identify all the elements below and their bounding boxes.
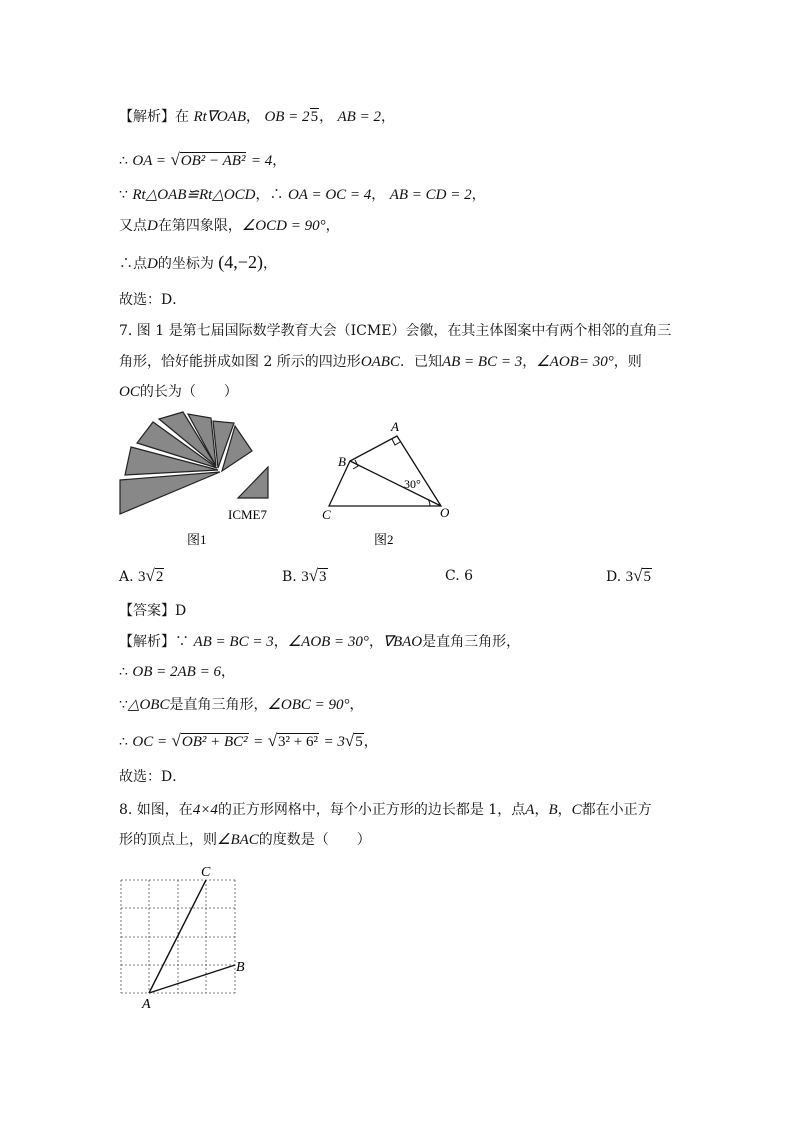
math: △OBC: [127, 697, 170, 713]
math: 4×4: [192, 802, 218, 818]
text: ，: [272, 153, 287, 169]
label-C: C: [322, 507, 331, 522]
text: ，则: [613, 354, 642, 370]
q6-analysis-line3: [119, 185, 486, 205]
q6-analysis-line1: [119, 107, 395, 127]
text: ，∴: [255, 187, 284, 203]
math: D: [147, 218, 158, 234]
label-A: A: [391, 419, 399, 434]
q8-stem-line2: [119, 830, 371, 850]
q7-analysis-line3: [119, 695, 364, 715]
math: AB = 2: [337, 109, 381, 125]
option-coef: 3: [625, 569, 634, 585]
text: ，: [262, 256, 277, 272]
q7-figure1: [115, 410, 275, 550]
sqrt-symbol: √: [633, 566, 643, 585]
math: OABC: [360, 354, 400, 370]
math: Rt∇OAB: [193, 109, 246, 125]
math: OC: [119, 384, 140, 400]
coordinate: (4,−2): [218, 252, 263, 272]
option-letter: C. 6: [445, 568, 474, 584]
sqrt-radicand: OB² − AB²: [180, 153, 246, 169]
text: 形的顶点上，则: [119, 832, 217, 848]
math: B: [548, 802, 558, 818]
math: D: [147, 256, 158, 272]
text: 角形，恰好能拼成如图 2 所示的四边形: [119, 354, 361, 370]
sqrt-radicand: 2: [155, 569, 164, 585]
label-B: B: [338, 454, 346, 469]
text: 的正方形网格中，每个小正方形的边长都是 1，点: [217, 802, 526, 818]
math: Rt△OAB≌Rt△OCD: [132, 187, 256, 203]
q7-option-b[interactable]: [282, 566, 328, 587]
label-C: C: [201, 865, 211, 880]
q8-grid-figure: [112, 862, 262, 1012]
math: OC =: [132, 734, 168, 750]
q7-stem-line1: 7. 图 1 是第七届国际数学教育大会（ICME）会徽，在其主体图案中有两个相邻的直角三: [119, 323, 672, 339]
q7-choice-line: 故选：D．: [119, 769, 187, 785]
text: ，: [557, 802, 572, 818]
option-letter: D.: [606, 569, 622, 585]
math: OA =: [132, 153, 166, 169]
math: A: [525, 802, 535, 818]
q6-analysis-line2: [119, 150, 286, 171]
math: =: [253, 734, 264, 750]
q7-analysis-line1: [119, 632, 520, 652]
q7-answer: 【答案】D: [119, 603, 187, 619]
text: 8. 如图，在: [119, 802, 193, 818]
sqrt-symbol: √: [171, 731, 181, 750]
text: ，: [273, 634, 288, 650]
icme-emblem-triangles: [120, 412, 268, 514]
label-B: B: [236, 960, 245, 975]
q6-analysis-line5: [119, 252, 277, 274]
text: ，: [534, 802, 549, 818]
text: 是直角三角形，: [169, 697, 268, 713]
text: 在第四象限，: [157, 218, 242, 234]
q8-stem-line1: [119, 800, 652, 820]
therefore: ∴: [119, 664, 128, 680]
fig1-caption: 图1: [187, 532, 207, 547]
q7-option-c[interactable]: [445, 566, 473, 586]
text: 的长为（ ）: [139, 384, 238, 400]
math: OB = 2: [264, 109, 310, 125]
q7-figure2: [320, 418, 460, 553]
math: C: [571, 802, 582, 818]
option-letter: B.: [282, 569, 297, 585]
text: 都在小正方: [581, 802, 652, 818]
fig2-caption: 图2: [374, 532, 394, 547]
sqrt-radicand: 3² + 6²: [278, 734, 319, 750]
text: ．已知: [399, 354, 442, 370]
sqrt-symbol: √: [170, 150, 180, 169]
math: ∠AOB= 30°: [536, 354, 614, 370]
therefore: ∴: [119, 734, 128, 750]
text: ，: [368, 634, 383, 650]
text: ，: [363, 734, 378, 750]
text: 在: [175, 109, 189, 125]
math: ∠OBC = 90°: [267, 697, 350, 713]
text: ，: [220, 664, 235, 680]
therefore: ∴: [119, 153, 128, 169]
angle-label: 30°: [404, 477, 421, 491]
math: AB = BC = 3: [193, 634, 274, 650]
math: AB = CD = 2: [389, 187, 472, 203]
q7-analysis-line4: [119, 731, 378, 752]
q7-option-a[interactable]: [119, 566, 164, 587]
sqrt-symbol: √: [308, 566, 319, 585]
text: ，: [245, 109, 260, 125]
text: ，: [349, 697, 364, 713]
sqrt-symbol: √: [344, 731, 355, 750]
q7-stem-line2: [119, 352, 642, 372]
math: ∠AOB = 30°: [287, 634, 369, 650]
text: ，: [325, 218, 340, 234]
sqrt-radicand: 3: [319, 569, 327, 585]
text: 的坐标为: [157, 256, 214, 272]
analysis-tag: 【解析】∵: [119, 634, 189, 650]
sqrt-radicand: 5: [310, 109, 319, 125]
because: ∵: [119, 697, 128, 713]
angle-lines: [149, 880, 235, 993]
quadrilateral-lines: [329, 436, 441, 506]
math: OA = OC = 4: [287, 187, 372, 203]
text: 是直角三角形，: [422, 634, 521, 650]
math: ∇BAO: [382, 634, 423, 650]
q7-analysis-line2: [119, 662, 235, 682]
q6-choice-line: 故选：D．: [119, 292, 187, 308]
math: = 4: [250, 153, 273, 169]
q7-stem-line3: [119, 382, 238, 402]
analysis-tag: 【解析】: [119, 109, 175, 125]
option-letter: A.: [119, 569, 134, 585]
text: ，: [371, 187, 386, 203]
because: ∵: [119, 187, 128, 203]
fig1-icme-text: ICME7: [228, 507, 267, 522]
q6-analysis-line4: [119, 216, 340, 236]
label-A: A: [142, 997, 151, 1012]
sqrt-symbol: √: [267, 731, 278, 750]
text: ，: [522, 354, 537, 370]
math: ∠OCD = 90°: [241, 218, 326, 234]
text: ，: [471, 187, 486, 203]
option-coef: 3: [301, 569, 309, 585]
sqrt-symbol: √: [145, 566, 155, 585]
option-coef: 3: [138, 569, 146, 585]
sqrt-radicand: OB² + BC²: [181, 734, 248, 750]
q7-option-d[interactable]: [606, 566, 652, 587]
text: ，: [380, 109, 395, 125]
math: ∠BAC: [217, 832, 259, 848]
sqrt-radicand: 5: [355, 734, 363, 750]
label-O: O: [440, 505, 450, 520]
sqrt-radicand: 5: [643, 569, 651, 585]
text: 又点: [119, 218, 147, 234]
math: AB = BC = 3: [441, 354, 523, 370]
text: 的度数是（ ）: [258, 832, 371, 848]
math: OB = 2AB = 6: [132, 664, 221, 680]
text: ∴点: [119, 256, 147, 272]
text: ，: [319, 109, 334, 125]
math: = 3: [323, 734, 345, 750]
